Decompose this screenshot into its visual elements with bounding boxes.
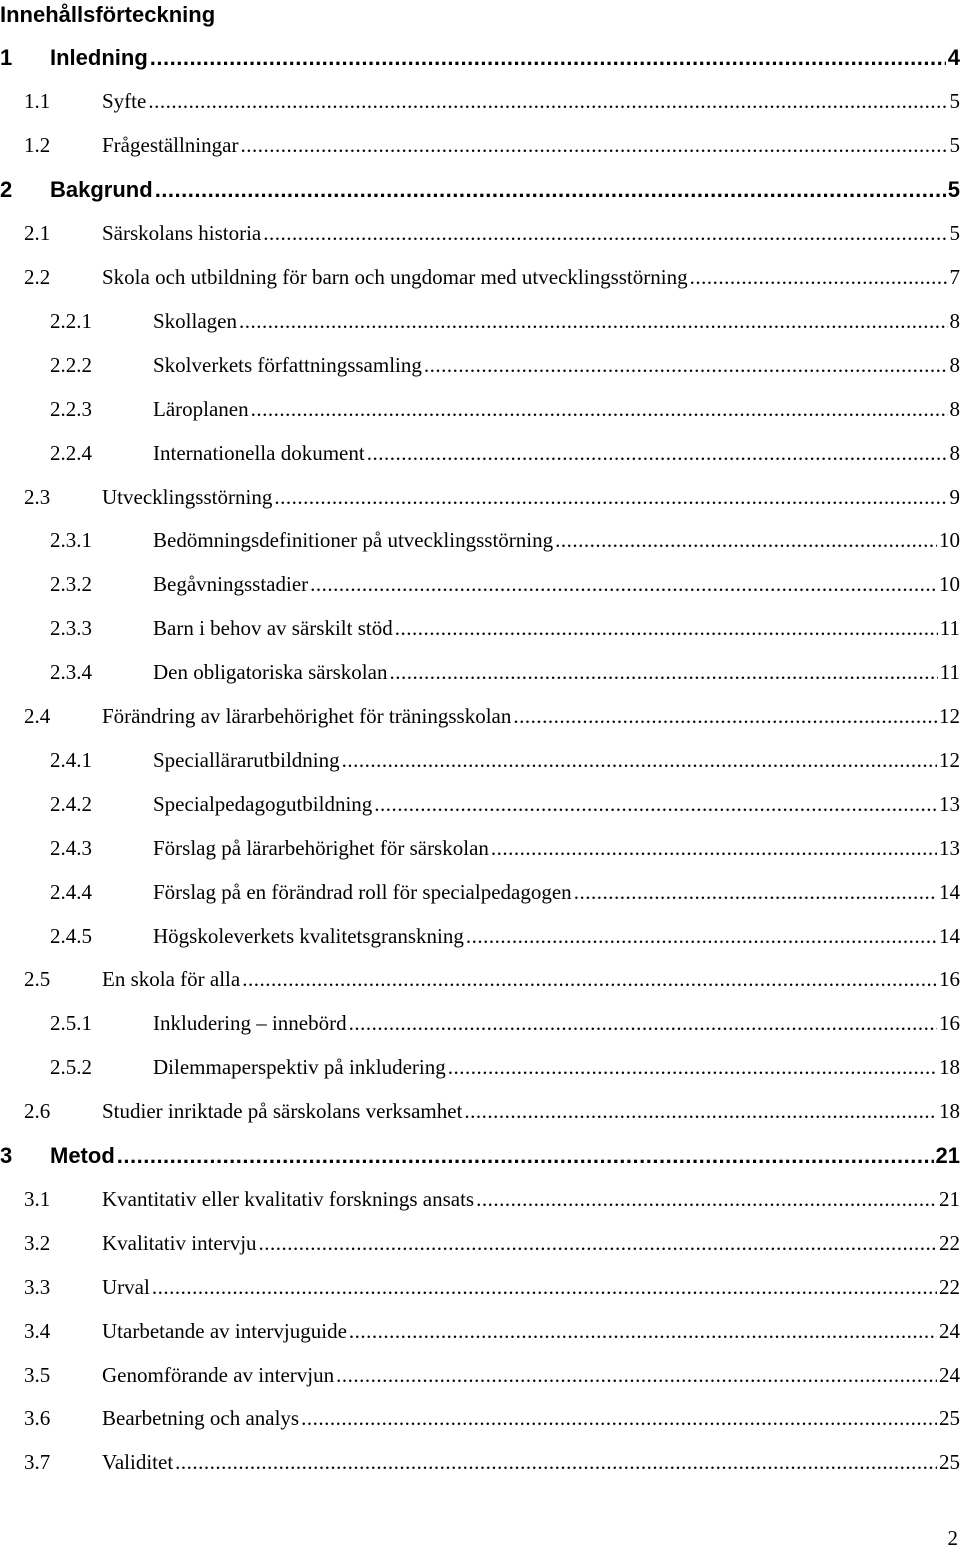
toc-entry-page: 5 (947, 176, 960, 202)
toc-dot-leader (152, 1275, 937, 1300)
toc-dot-leader (150, 45, 946, 71)
toc-entry-number: 3.4 (24, 1318, 51, 1343)
toc-entry-page: 24 (939, 1318, 960, 1343)
toc-entry-number: 1 (0, 45, 13, 70)
toc-entry-title: Speciallärarutbildning (153, 747, 340, 772)
toc-entry[interactable] (0, 299, 960, 343)
toc-dot-leader (389, 660, 937, 685)
toc-dot-leader (240, 133, 947, 158)
toc-entry-title: Skollagen (153, 308, 237, 333)
toc-entry[interactable] (0, 475, 960, 519)
toc-entry[interactable] (0, 519, 960, 563)
toc-entry-page: 22 (939, 1230, 960, 1255)
toc-entry-page: 5 (949, 221, 960, 246)
toc-entry-title: Begåvningsstadier (153, 572, 309, 597)
toc-entry-title: Specialpedagogutbildning (153, 791, 373, 816)
toc-entry-title: Internationella dokument (153, 440, 365, 465)
toc-dot-leader (175, 1450, 937, 1475)
toc-entry[interactable] (0, 607, 960, 651)
toc-entry-title: Inledning (50, 45, 148, 70)
toc-entry[interactable] (0, 343, 960, 387)
toc-entry[interactable] (0, 1221, 960, 1265)
toc-entry-number: 2.5.1 (50, 1011, 92, 1036)
toc-entry-number: 3.7 (24, 1450, 51, 1475)
toc-entry-page: 5 (949, 89, 960, 114)
toc-entry-number: 1.2 (24, 133, 51, 158)
toc-dot-leader (274, 485, 947, 510)
toc-entry[interactable] (0, 870, 960, 914)
toc-entry[interactable] (0, 958, 960, 1002)
toc-entry-page: 7 (949, 265, 960, 289)
toc-dot-leader (574, 880, 937, 905)
toc-entry-title: Förändring av lärarbehörighet för träningsskolan (102, 704, 512, 728)
toc-entry-page: 24 (939, 1362, 960, 1387)
toc-entry-page: 11 (939, 660, 960, 685)
toc-entry[interactable] (0, 1090, 960, 1134)
toc-entry-title: Bakgrund (50, 176, 153, 202)
toc-entry-page: 18 (939, 1055, 960, 1080)
toc-dot-leader (342, 748, 937, 773)
toc-entry-number: 3.6 (24, 1406, 51, 1431)
toc-entry-page: 12 (939, 747, 960, 772)
toc-entry[interactable] (0, 914, 960, 958)
toc-entry-title: Urval (102, 1274, 150, 1299)
toc-entry-number: 2.4.5 (50, 923, 92, 948)
toc-entry[interactable] (0, 782, 960, 826)
toc-entry[interactable] (0, 651, 960, 695)
toc-entry-number: 3.1 (24, 1186, 51, 1211)
toc-entry-number: 2.4.2 (50, 791, 92, 816)
toc-heading: Innehållsförteckning (0, 2, 216, 27)
toc-entry-number: 2.2.3 (50, 396, 92, 421)
toc-entry-number: 2.3.2 (50, 572, 92, 597)
toc-dot-leader (374, 792, 937, 817)
toc-entry[interactable] (0, 1309, 960, 1353)
toc-dot-leader (336, 1363, 937, 1388)
toc-entry[interactable] (0, 738, 960, 782)
toc-entry-title: Bearbetning och analys (102, 1406, 300, 1431)
toc-dot-leader (148, 89, 947, 114)
toc-entry-title: Genomförande av intervjun (102, 1362, 335, 1387)
toc-dot-leader (349, 1319, 937, 1344)
toc-dot-leader (424, 353, 948, 378)
toc-entry-number: 2.6 (24, 1099, 51, 1124)
toc-entry[interactable] (0, 1177, 960, 1221)
toc-entry-number: 1.1 (24, 89, 51, 114)
toc-entry-title: Skolverkets författningssamling (153, 352, 422, 377)
toc-entry-number: 2.2.1 (50, 308, 92, 333)
toc-entry-title: Skola och utbildning för barn och ungdomar med utvecklingsstörning (102, 265, 688, 289)
toc-entry-page: 13 (939, 791, 960, 816)
toc-entry-number: 2.5.2 (50, 1055, 92, 1080)
toc-entry-title: Validitet (102, 1450, 174, 1475)
toc-entry-page: 8 (949, 396, 960, 421)
toc-entry[interactable] (0, 1002, 960, 1046)
toc-entry-page: 11 (939, 616, 960, 641)
toc-entry[interactable] (0, 168, 960, 212)
toc-entry-title: Metod (50, 1142, 115, 1168)
toc-entry-page: 12 (939, 704, 960, 728)
toc-entry-page: 10 (939, 572, 960, 597)
toc-entry-title: Kvalitativ intervju (102, 1230, 257, 1255)
toc-entry-title: Kvantitativ eller kvalitativ forsknings ansats (102, 1186, 475, 1211)
toc-dot-leader (690, 265, 948, 290)
toc-entry-page: 16 (939, 1011, 960, 1036)
toc-entry[interactable] (0, 1441, 960, 1485)
toc-dot-leader (301, 1406, 937, 1431)
toc-entry[interactable] (0, 80, 960, 124)
toc-entry-title: Inkludering – innebörd (153, 1011, 347, 1036)
toc-entry-page: 22 (939, 1274, 960, 1299)
toc-entry[interactable] (0, 826, 960, 870)
toc-entry-title: Dilemmaperspektiv på inkludering (153, 1055, 446, 1080)
toc-entry-title: Bedömningsdefinitioner på utvecklingsstörning (153, 528, 554, 553)
toc-entry-page: 8 (949, 440, 960, 465)
toc-entry[interactable] (0, 1397, 960, 1441)
toc-entry-number: 2.3.1 (50, 528, 92, 553)
toc-entry-page: 8 (949, 308, 960, 333)
toc-entry-number: 3.5 (24, 1362, 51, 1387)
toc-dot-leader (310, 572, 937, 597)
toc-dot-leader (476, 1187, 937, 1212)
toc-entry-number: 2.5 (24, 967, 51, 992)
toc-dot-leader (242, 967, 937, 992)
toc-dot-leader (464, 1099, 937, 1124)
toc-dot-leader (349, 1011, 937, 1036)
toc-entry[interactable] (0, 695, 960, 739)
toc-entry-page: 21 (939, 1186, 960, 1211)
toc-entry[interactable] (0, 212, 960, 256)
toc-entry-number: 2.1 (24, 221, 51, 246)
toc-entry-title: Högskoleverkets kvalitetsgranskning (153, 923, 464, 948)
toc-entry-number: 2.3.4 (50, 660, 92, 685)
toc-entry[interactable] (0, 1353, 960, 1397)
toc-entry-title: Den obligatoriska särskolan (153, 660, 388, 685)
toc-entry-page: 4 (947, 45, 960, 70)
toc-dot-leader (117, 1143, 934, 1169)
toc-entry-title: Läroplanen (153, 396, 249, 421)
toc-entry[interactable] (0, 1265, 960, 1309)
toc-entry-page: 8 (949, 352, 960, 377)
toc-dot-leader (263, 221, 947, 246)
toc-dot-leader (491, 836, 937, 861)
toc-entry[interactable] (0, 563, 960, 607)
toc-entry-title: Barn i behov av särskilt stöd (153, 616, 393, 641)
toc-entry-title: Frågeställningar (102, 133, 239, 158)
toc-entry[interactable] (0, 124, 960, 168)
toc-entry-page: 18 (939, 1099, 960, 1124)
toc-entry-number: 2.4 (24, 704, 51, 728)
toc-dot-leader (155, 177, 946, 203)
toc-entry-title: Förslag på lärarbehörighet för särskolan (153, 835, 489, 860)
toc-entry-page: 10 (939, 528, 960, 553)
toc-dot-leader (239, 309, 948, 334)
toc-entry-number: 3.3 (24, 1274, 51, 1299)
toc-dot-leader (466, 924, 937, 949)
toc-entry-page: 25 (939, 1450, 960, 1475)
toc-entry-title: Särskolans historia (102, 221, 262, 246)
toc-entry-page: 14 (939, 879, 960, 904)
toc-entry-page: 21 (935, 1142, 960, 1168)
toc-entry-number: 2.4.1 (50, 747, 92, 772)
toc-entry-number: 2.2.2 (50, 352, 92, 377)
toc-entry[interactable] (0, 36, 960, 80)
toc-entry-number: 2.2.4 (50, 440, 92, 465)
toc-entry-number: 2.4.4 (50, 879, 92, 904)
toc-entry[interactable] (0, 1134, 960, 1178)
toc-entry[interactable] (0, 431, 960, 475)
toc-entry-number: 3.2 (24, 1230, 51, 1255)
toc-entry-page: 13 (939, 835, 960, 860)
toc-dot-leader (251, 397, 948, 422)
toc-dot-leader (448, 1055, 937, 1080)
toc-entry-page: 9 (949, 484, 960, 509)
toc-entry-number: 2.4.3 (50, 835, 92, 860)
toc-entry-title: Syfte (102, 89, 147, 114)
toc-entry[interactable] (0, 387, 960, 431)
toc-dot-leader (259, 1231, 937, 1256)
toc-entry-number: 3 (0, 1142, 13, 1168)
toc-dot-leader (367, 441, 948, 466)
toc-dot-leader (555, 528, 937, 553)
toc-dot-leader (395, 616, 938, 641)
toc-entry-title: Förslag på en förändrad roll för specialpedagogen (153, 879, 572, 904)
toc-entry[interactable] (0, 256, 960, 300)
toc-entry-title: Studier inriktade på särskolans verksamhet (102, 1099, 463, 1124)
toc-entry-page: 5 (949, 133, 960, 158)
toc-entry-page: 25 (939, 1406, 960, 1431)
toc-entry-number: 2 (0, 176, 13, 202)
toc-entry-number: 2.3 (24, 484, 51, 509)
toc-entry-number: 2.3.3 (50, 616, 92, 641)
toc-entry[interactable] (0, 1046, 960, 1090)
toc-entry-number: 2.2 (24, 265, 51, 289)
toc-entry-title: Utvecklingsstörning (102, 484, 273, 509)
page-number: 2 (947, 1526, 958, 1550)
toc-entry-page: 14 (939, 923, 960, 948)
toc-dot-leader (513, 704, 937, 729)
toc-entry-page: 16 (939, 967, 960, 992)
toc-entry-title: Utarbetande av intervjuguide (102, 1318, 347, 1343)
toc-entry-title: En skola för alla (102, 967, 241, 992)
